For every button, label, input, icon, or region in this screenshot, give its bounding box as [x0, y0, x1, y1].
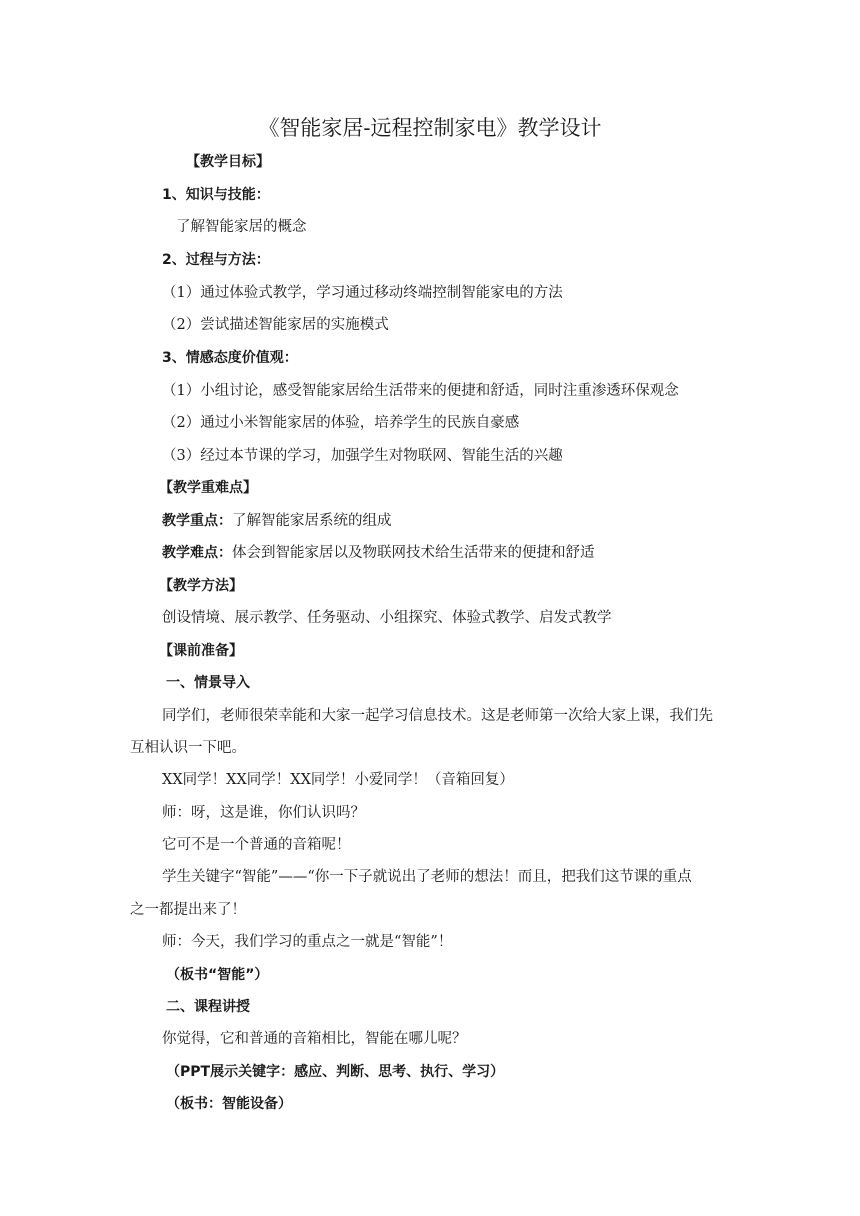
knowledge-heading: 1、知识与技能： — [162, 187, 270, 203]
emotion-item-3: （3）经过本节课的学习，加强学生对物联网、智能生活的兴趣 — [162, 448, 563, 464]
emotion-item-2: （2）通过小米智能家居的体验，培养学生的民族自豪感 — [162, 415, 520, 431]
difficulty-label: 教学难点： — [162, 545, 232, 561]
difficulty-line — [162, 542, 595, 564]
paragraph-7: 你觉得，它和普通的音箱相比，智能在哪儿呢？ — [162, 1031, 467, 1047]
emotion-heading: 3、情感态度价值观： — [162, 350, 298, 366]
methods-text: 创设情境、展示教学、任务驱动、小组探究、体验式教学、启发式教学 — [162, 610, 612, 626]
process-heading: 2、过程与方法： — [162, 252, 270, 268]
emotion-item-1: （1）小组讨论，感受智能家居给生活带来的便捷和舒适，同时注重渗透环保观念 — [162, 383, 679, 399]
paragraph-1-line-2: 互相认识一下吧。 — [130, 740, 246, 756]
paragraph-5-line-2: 之一都提出来了！ — [130, 902, 246, 918]
difficulty-text: 体会到智能家居以及物联网技术给生活带来的便捷和舒适 — [232, 545, 595, 561]
process-item-1: （1）通过体验式教学，学习通过移动终端控制智能家电的方法 — [162, 285, 563, 301]
paragraph-2: XX同学！XX同学！XX同学！小爱同学！（音箱回复） — [162, 772, 514, 788]
paragraph-6: 师：今天，我们学习的重点之一就是“智能”！ — [162, 934, 453, 950]
preparation-heading: 【课前准备】 — [159, 643, 243, 659]
focus-text: 了解智能家居系统的组成 — [232, 513, 392, 529]
objectives-heading: 【教学目标】 — [186, 154, 270, 170]
section2-heading: 二、课程讲授 — [166, 999, 250, 1015]
focus-label: 教学重点： — [162, 513, 232, 529]
key-points-heading: 【教学重难点】 — [159, 480, 257, 496]
ppt-note: （PPT展示关键字：感应、判断、思考、执行、学习） — [166, 1064, 505, 1080]
knowledge-item: 了解智能家居的概念 — [176, 219, 307, 235]
paragraph-5-line-1: 学生关键字“智能”——“你一下子就说出了老师的想法！而且，把我们这节课的重点 — [162, 869, 692, 885]
paragraph-3: 师：呀，这是谁，你们认识吗？ — [162, 805, 365, 821]
section1-heading: 一、情景导入 — [166, 675, 250, 691]
paragraph-4: 它可不是一个普通的音箱呢！ — [162, 837, 351, 853]
board-note-2: （板书：智能设备） — [166, 1096, 292, 1112]
paragraph-1-line-1: 同学们，老师很荣幸能和大家一起学习信息技术。这是老师第一次给大家上课，我们先 — [162, 708, 713, 724]
board-note-1: （板书“智能”） — [166, 967, 269, 983]
document-title: 《智能家居-远程控制家电》教学设计 — [258, 116, 602, 140]
process-item-2: （2）尝试描述智能家居的实施模式 — [162, 317, 389, 333]
focus-line — [162, 510, 392, 532]
methods-heading: 【教学方法】 — [159, 578, 243, 594]
